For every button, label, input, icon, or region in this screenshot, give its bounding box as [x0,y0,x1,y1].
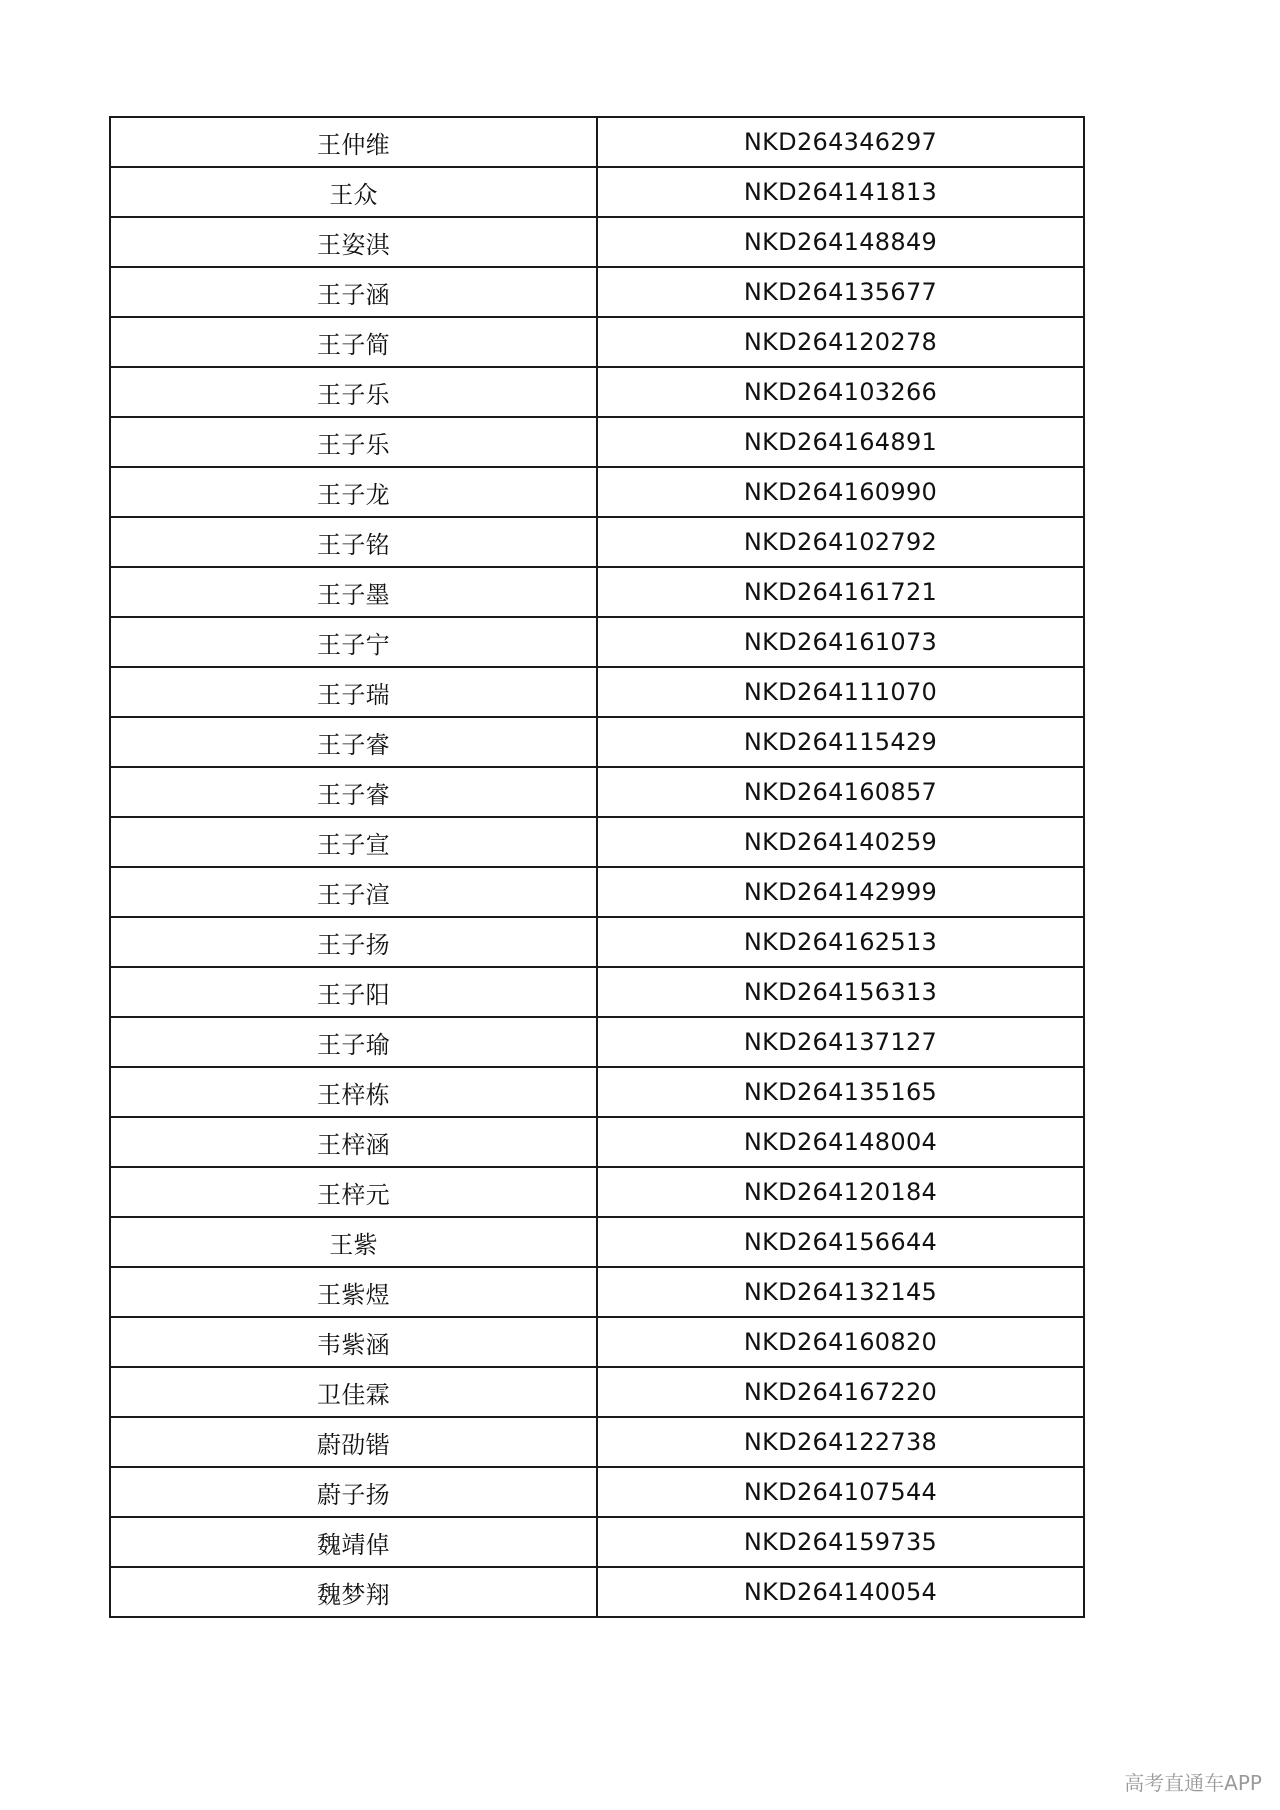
student-name-cell: 王子睿 [110,767,597,817]
student-name-cell: 王紫 [110,1217,597,1267]
candidate-id-cell: NKD264120278 [597,317,1084,367]
student-name-cell: 蔚劭锴 [110,1417,597,1467]
student-name-cell: 王子乐 [110,417,597,467]
candidate-id-cell: NKD264161073 [597,617,1084,667]
table-row [110,1567,1084,1617]
candidate-id-cell: NKD264346297 [597,117,1084,167]
candidate-id-cell: NKD264107544 [597,1467,1084,1517]
table-row [110,917,1084,967]
candidate-id-cell: NKD264160857 [597,767,1084,817]
table-row [110,767,1084,817]
student-name-cell: 王众 [110,167,597,217]
candidate-id-cell: NKD264140259 [597,817,1084,867]
student-name-cell: 王梓涵 [110,1117,597,1167]
candidate-id-cell: NKD264156313 [597,967,1084,1017]
candidate-id-cell: NKD264160990 [597,467,1084,517]
table-row [110,517,1084,567]
table-row [110,867,1084,917]
table-row [110,1017,1084,1067]
candidate-id-cell: NKD264122738 [597,1417,1084,1467]
candidate-id-cell: NKD264156644 [597,1217,1084,1267]
student-name-cell: 魏梦翔 [110,1567,597,1617]
table-row [110,967,1084,1017]
table-row [110,1217,1084,1267]
candidate-id-cell: NKD264167220 [597,1367,1084,1417]
table-row [110,1317,1084,1367]
student-name-cell: 王子涵 [110,267,597,317]
candidate-id-cell: NKD264137127 [597,1017,1084,1067]
table-row [110,667,1084,717]
candidate-id-cell: NKD264164891 [597,417,1084,467]
table-row [110,417,1084,467]
table-row [110,1367,1084,1417]
candidate-id-cell: NKD264162513 [597,917,1084,967]
table-row [110,1067,1084,1117]
roster-table-body [110,117,1084,1617]
student-name-cell: 王子渲 [110,867,597,917]
table-row [110,1117,1084,1167]
candidate-id-cell: NKD264102792 [597,517,1084,567]
table-row [110,1417,1084,1467]
student-name-cell: 王子宣 [110,817,597,867]
table-row [110,167,1084,217]
candidate-id-cell: NKD264115429 [597,717,1084,767]
candidate-id-cell: NKD264140054 [597,1567,1084,1617]
table-row [110,267,1084,317]
table-row [110,317,1084,367]
student-name-cell: 王仲维 [110,117,597,167]
candidate-id-cell: NKD264160820 [597,1317,1084,1367]
candidate-id-cell: NKD264135165 [597,1067,1084,1117]
candidate-id-cell: NKD264161721 [597,567,1084,617]
candidate-id-cell: NKD264135677 [597,267,1084,317]
student-name-cell: 卫佳霖 [110,1367,597,1417]
table-row [110,117,1084,167]
table-row [110,1467,1084,1517]
student-name-cell: 王子简 [110,317,597,367]
student-name-cell: 王子宁 [110,617,597,667]
candidate-id-cell: NKD264142999 [597,867,1084,917]
table-row [110,217,1084,267]
student-name-cell: 王紫煜 [110,1267,597,1317]
student-name-cell: 王子瑞 [110,667,597,717]
candidate-id-cell: NKD264141813 [597,167,1084,217]
student-name-cell: 王子扬 [110,917,597,967]
student-name-cell: 王子阳 [110,967,597,1017]
table-row [110,817,1084,867]
student-name-cell: 蔚子扬 [110,1467,597,1517]
student-name-cell: 王子墨 [110,567,597,617]
table-row [110,1267,1084,1317]
student-name-cell: 王子乐 [110,367,597,417]
table-row [110,1517,1084,1567]
table-row [110,467,1084,517]
student-name-cell: 王子铭 [110,517,597,567]
student-name-cell: 王子龙 [110,467,597,517]
candidate-id-cell: NKD264148849 [597,217,1084,267]
candidate-id-cell: NKD264103266 [597,367,1084,417]
student-name-cell: 王姿淇 [110,217,597,267]
student-name-cell: 王梓栋 [110,1067,597,1117]
candidate-id-cell: NKD264111070 [597,667,1084,717]
table-row [110,367,1084,417]
roster-table [109,116,1085,1618]
student-name-cell: 王子睿 [110,717,597,767]
student-name-cell: 王子瑜 [110,1017,597,1067]
table-row [110,567,1084,617]
candidate-id-cell: NKD264132145 [597,1267,1084,1317]
candidate-id-cell: NKD264148004 [597,1117,1084,1167]
candidate-id-cell: NKD264159735 [597,1517,1084,1567]
table-row [110,617,1084,667]
table-row [110,1167,1084,1217]
candidate-id-cell: NKD264120184 [597,1167,1084,1217]
watermark-text: 高考直通车APP [1124,1771,1262,1795]
student-name-cell: 魏靖倬 [110,1517,597,1567]
student-name-cell: 王梓元 [110,1167,597,1217]
student-name-cell: 韦紫涵 [110,1317,597,1367]
table-row [110,717,1084,767]
